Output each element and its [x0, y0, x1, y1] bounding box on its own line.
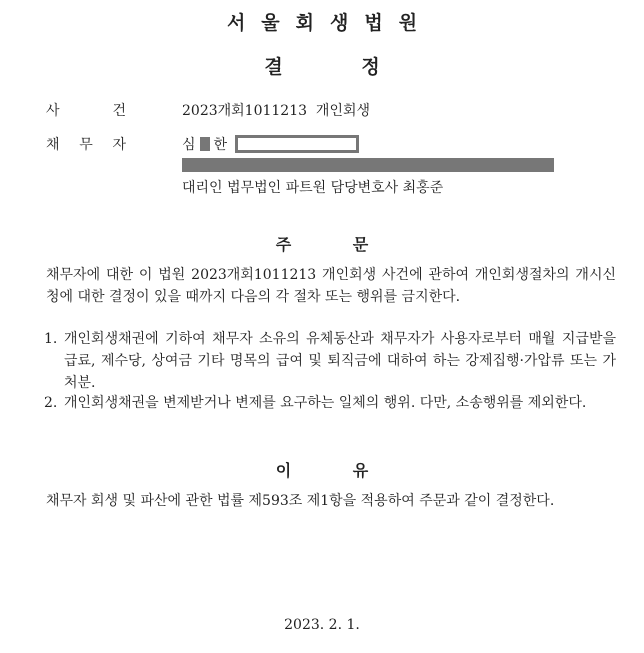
attorney-line: 대리인 법무법인 파트원 담당변호사 최홍준 [182, 180, 444, 196]
debtor-name-last: 한 [213, 137, 228, 153]
case-label-char-1: 사 [46, 103, 60, 119]
document-type-char-2: 정 [361, 56, 380, 78]
address-redaction-bar [182, 158, 554, 172]
list-item [44, 328, 616, 394]
document-type-char-1: 결 [264, 56, 283, 78]
case-label-char-2: 건 [112, 103, 126, 119]
debtor-label-char-1: 채 [46, 137, 60, 153]
order-title-char-1: 주 [275, 235, 292, 254]
document-type [0, 52, 644, 79]
reason-section-title [0, 458, 644, 481]
decision-date: 2023. 2. 1. [284, 617, 360, 633]
case-label [46, 100, 126, 120]
debtor-label-char-2: 무 [79, 137, 93, 153]
redaction-box [235, 135, 359, 153]
redaction-block [200, 137, 210, 151]
reason-title-char-2: 유 [352, 461, 369, 480]
list-item-text: 개인회생채권에 기하여 채무자 소유의 유체동산과 채무자가 사용자로부터 매월 지급받을 급료, 제수당, 상여금 기타 명목의 급여 및 퇴직금에 대하여 하는 강제집행·가압류 또는 가처분. [64, 331, 616, 391]
list-item-number: 1. [44, 331, 58, 347]
court-name: 서울회생법원 [226, 12, 434, 34]
debtor-name [182, 134, 359, 154]
reason-paragraph: 채무자 회생 및 파산에 관한 법률 제593조 제1항을 적용하여 주문과 같이 결정한다. [46, 493, 555, 509]
debtor-label-char-3: 자 [112, 137, 126, 153]
order-section-title [0, 232, 644, 255]
list-item-number: 2. [44, 395, 58, 411]
case-number: 2023개회1011213 개인회생 [182, 103, 371, 119]
list-item-text: 개인회생채권을 변제받거나 변제를 요구하는 일체의 행위. 다만, 소송행위를 제외한다. [64, 395, 587, 411]
order-title-char-2: 문 [352, 235, 369, 254]
debtor-label [46, 134, 126, 154]
debtor-name-first: 심 [182, 137, 196, 153]
reason-title-char-1: 이 [275, 461, 292, 480]
order-paragraph: 채무자에 대한 이 법원 2023개회1011213 개인회생 사건에 관하여 개인회생절차의 개시신청에 대한 결정이 있을 때까지 다음의 각 절차 또는 행위를 금지한다. [46, 267, 616, 305]
list-item [44, 392, 616, 414]
